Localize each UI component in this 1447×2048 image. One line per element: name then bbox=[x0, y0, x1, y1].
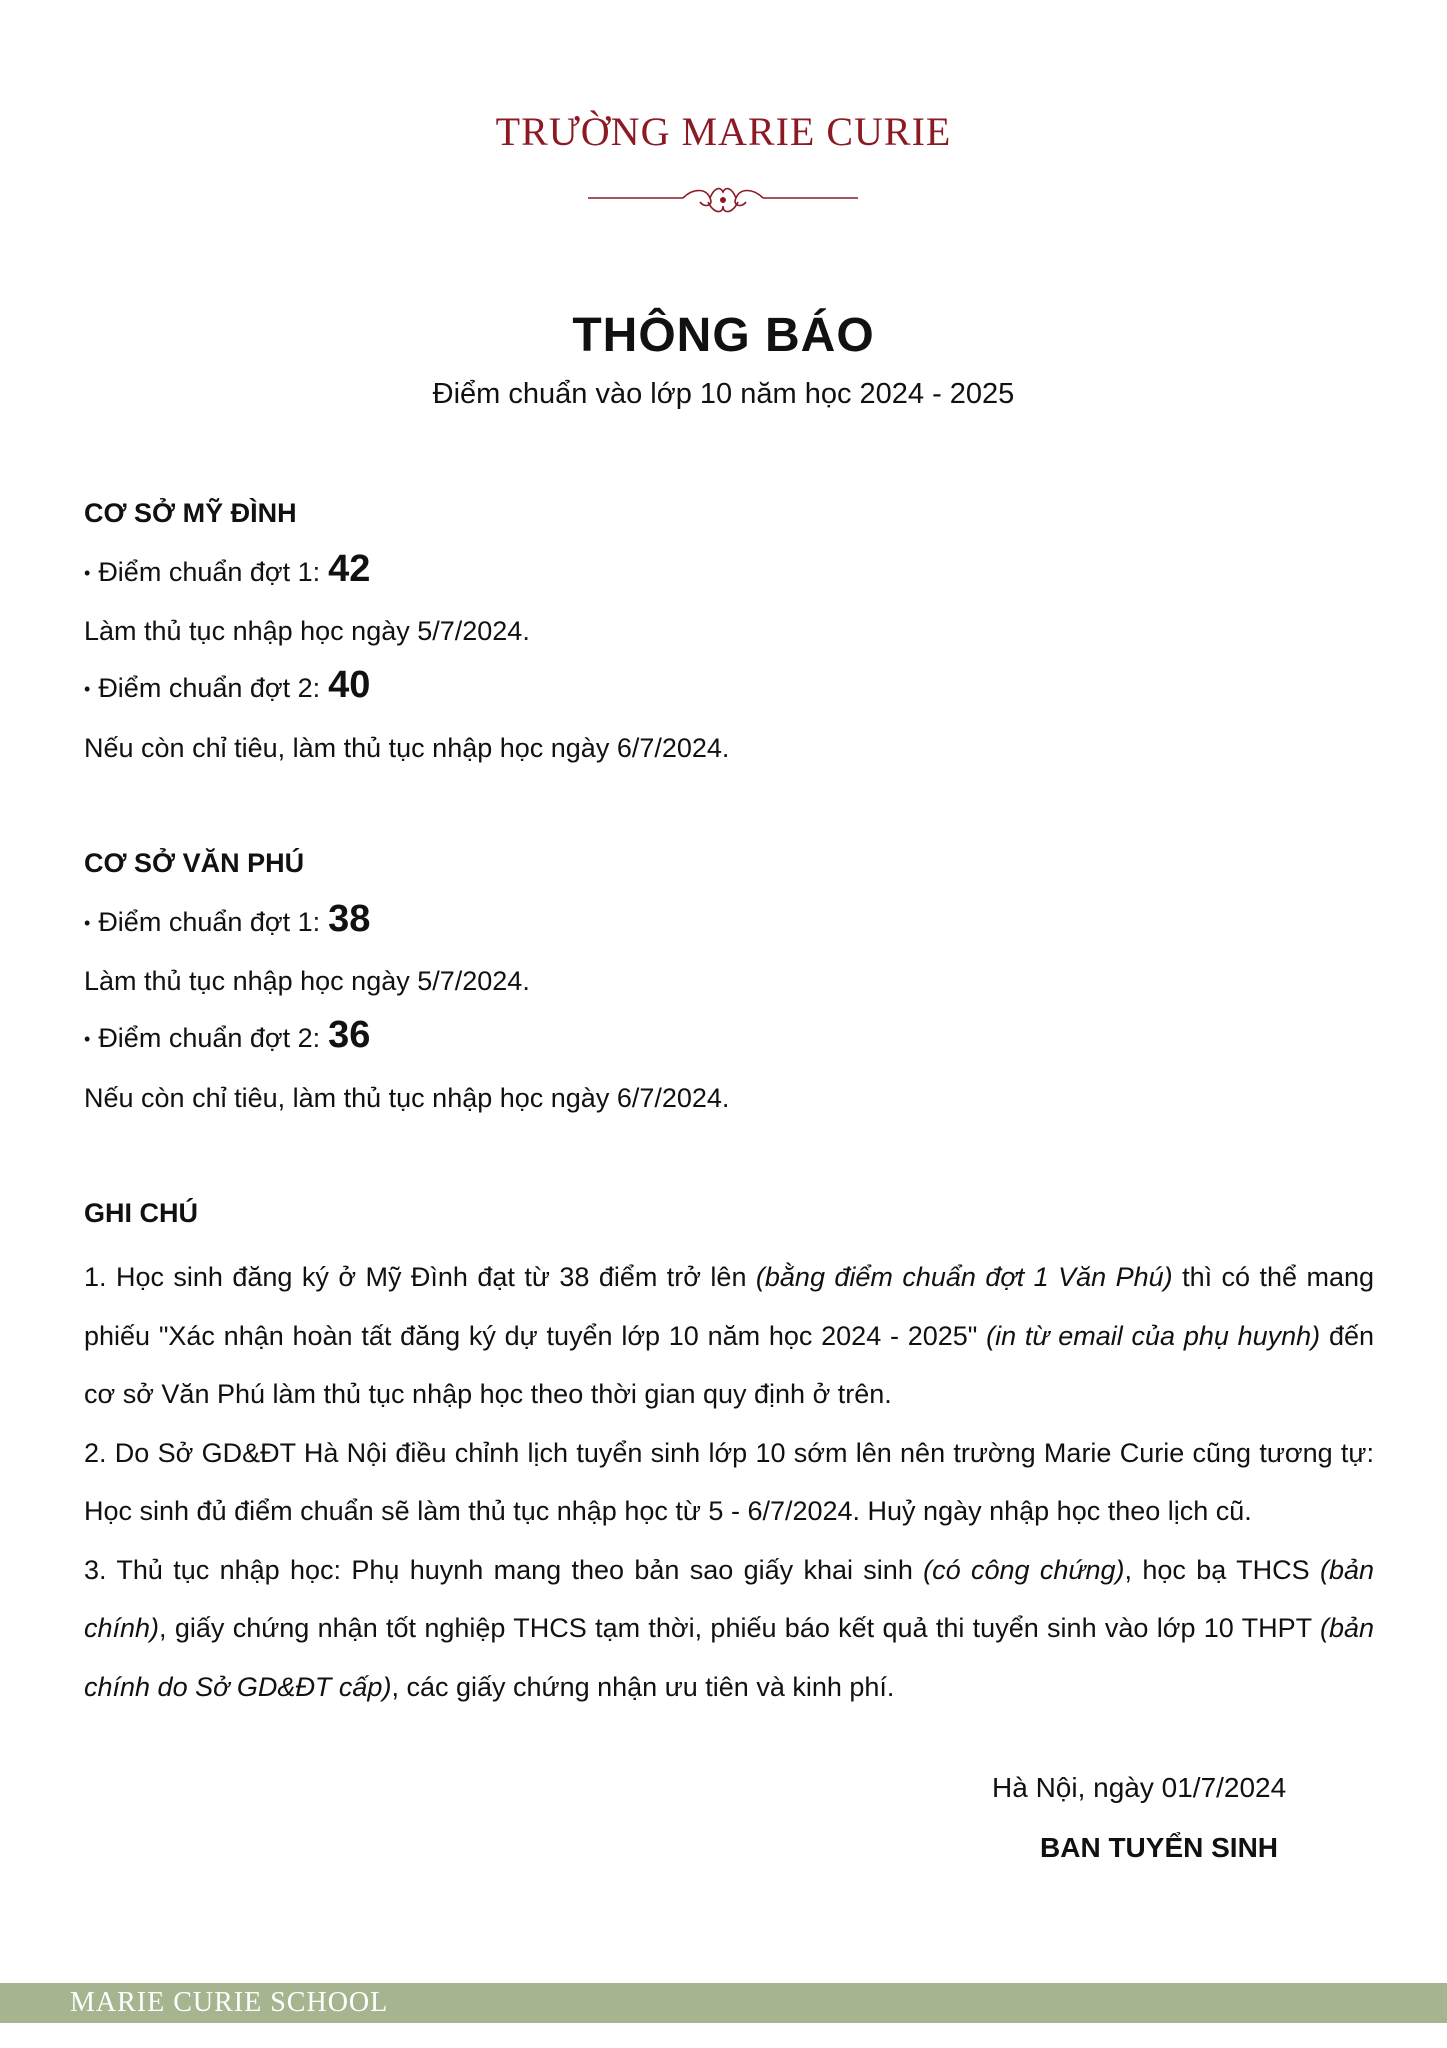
footer-bar bbox=[0, 1983, 1447, 2023]
campus-heading-my-dinh: CƠ SỞ MỸ ĐÌNH bbox=[84, 498, 297, 528]
enrollment-note: Nếu còn chỉ tiêu, làm thủ tục nhập học ngày 6/7/2024. bbox=[84, 733, 730, 763]
cutoff-label: Điểm chuẩn đợt 2: bbox=[98, 1023, 321, 1053]
cutoff-score: 38 bbox=[328, 898, 371, 940]
bullet-icon: • bbox=[84, 913, 91, 934]
enrollment-note: Nếu còn chỉ tiêu, làm thủ tục nhập học ngày 6/7/2024. bbox=[84, 1083, 730, 1113]
school-name: TRƯỜNG MARIE CURIE bbox=[495, 109, 952, 154]
enrollment-note: Làm thủ tục nhập học ngày 5/7/2024. bbox=[84, 616, 530, 646]
bullet-icon: • bbox=[84, 563, 91, 584]
cutoff-round2-van-phu bbox=[84, 1014, 370, 1057]
signature-date: Hà Nội, ngày 01/7/2024 bbox=[992, 1772, 1287, 1803]
signature-signer: BAN TUYỂN SINH bbox=[1040, 1832, 1279, 1863]
note-1: 1. Học sinh đăng ký ở Mỹ Đình đạt từ 38 điểm trở lên (bằng điểm chuẩn đợt 1 Văn Phú) thì có thể mang phiếu "Xác nhận hoàn tất đăng ký dự tuyển lớp 10 năm học 2024 - 2025" (in từ email của phụ huynh) đến cơ sở Văn Phú làm thủ tục nhập học theo thời gian quy định ở trên. bbox=[84, 1262, 1374, 1409]
cutoff-round2-my-dinh bbox=[84, 664, 370, 707]
note-3: 3. Thủ tục nhập học: Phụ huynh mang theo bản sao giấy khai sinh (có công chứng), học bạ THCS (bản chính), giấy chứng nhận tốt nghiệp THCS tạm thời, phiếu báo kết quả thi tuyển sinh vào lớp 10 THPT (bản chính do Sở GD&ĐT cấp), các giấy chứng nhận ưu tiên và kinh phí. bbox=[84, 1554, 1374, 1702]
cutoff-label: Điểm chuẩn đợt 2: bbox=[98, 673, 321, 703]
cutoff-round1-van-phu bbox=[84, 898, 370, 941]
notes-body bbox=[84, 1248, 1374, 1716]
cutoff-round1-my-dinh bbox=[84, 548, 370, 591]
flourish-ornament-icon bbox=[588, 180, 858, 224]
cutoff-score: 42 bbox=[328, 548, 371, 590]
cutoff-score: 40 bbox=[328, 664, 371, 706]
campus-heading-van-phu: CƠ SỞ VĂN PHÚ bbox=[84, 848, 305, 878]
notes-heading: GHI CHÚ bbox=[84, 1198, 198, 1228]
enrollment-note: Làm thủ tục nhập học ngày 5/7/2024. bbox=[84, 966, 530, 996]
page-subtitle: Điểm chuẩn vào lớp 10 năm học 2024 - 2025 bbox=[432, 378, 1015, 410]
note-2: 2. Do Sở GD&ĐT Hà Nội điều chỉnh lịch tuyển sinh lớp 10 sớm lên nên trường Marie Curie cũng tương tự: Học sinh đủ điểm chuẩn sẽ làm thủ tục nhập học từ 5 - 6/7/2024. Huỷ ngày nhập học theo lịch cũ. bbox=[84, 1437, 1374, 1526]
cutoff-label: Điểm chuẩn đợt 1: bbox=[98, 557, 321, 587]
cutoff-label: Điểm chuẩn đợt 1: bbox=[98, 907, 321, 937]
bullet-icon: • bbox=[84, 679, 91, 700]
cutoff-score: 36 bbox=[328, 1014, 371, 1056]
page-title: THÔNG BÁO bbox=[572, 309, 875, 362]
bullet-icon: • bbox=[84, 1029, 91, 1050]
footer-text: MARIE CURIE SCHOOL bbox=[70, 1987, 389, 2018]
